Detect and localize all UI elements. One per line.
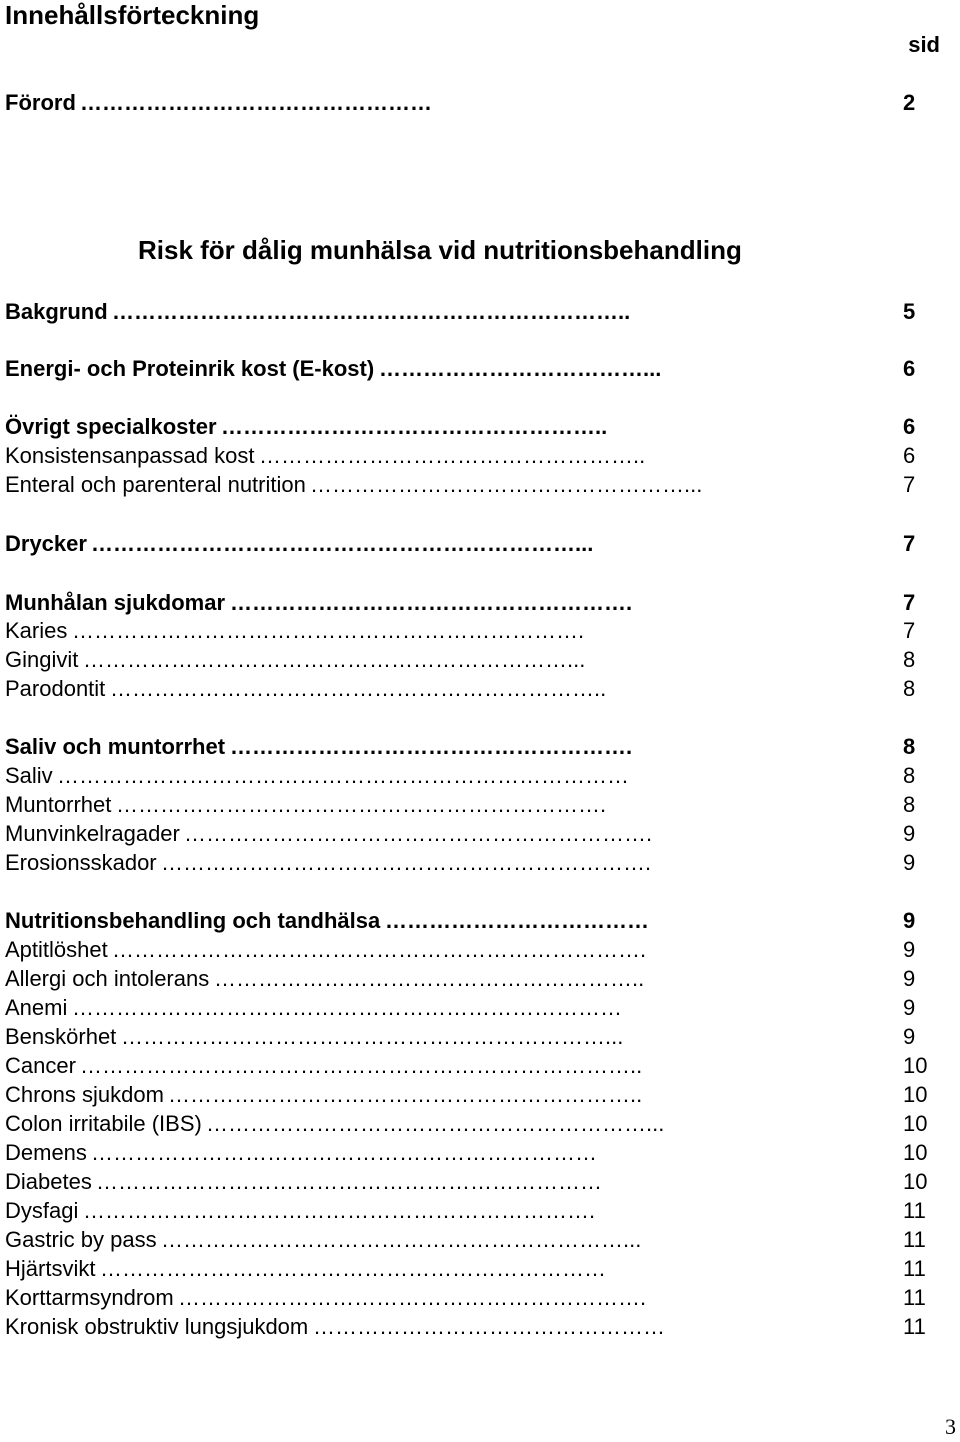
toc-leader: …………………………………………….. (259, 443, 646, 468)
toc-entry-page: 9 (903, 821, 916, 846)
toc-entry-label: Colon irritabile (IBS) (5, 1111, 202, 1136)
toc-entry-page: 9 (903, 1024, 916, 1049)
toc-leader: ……………………………………………... (310, 472, 703, 497)
toc-entry-page: 11 (903, 1198, 926, 1223)
toc-entry-page: 9 (903, 995, 916, 1020)
toc-entry (5, 618, 925, 644)
toc-entry-label: Övrigt specialkoster (5, 414, 217, 439)
toc-entry (5, 908, 925, 934)
toc-entry-label: Benskörhet (5, 1024, 117, 1049)
toc-entry (5, 734, 925, 760)
toc-leader: …………………………………………………………….. (112, 299, 631, 324)
toc-entry-label: Gingivit (5, 647, 79, 672)
toc-entry-label: Saliv (5, 763, 53, 788)
toc-entry-label: Allergi och intolerans (5, 966, 210, 991)
toc-entry (5, 1256, 925, 1282)
toc-entry-page: 5 (903, 299, 916, 324)
toc-entry-label: Gastric by pass (5, 1227, 157, 1252)
toc-leader: ………………………………………………………….. (110, 676, 607, 701)
toc-entry-label: Muntorrhet (5, 792, 112, 817)
toc-entry-label: Munhålan sjukdomar (5, 590, 226, 615)
toc-leader: …………………………………………………………. (116, 792, 607, 817)
toc-entry-page: 11 (903, 1227, 926, 1252)
toc-leader: ………………………………………………. (230, 734, 633, 759)
toc-entry-page: 8 (903, 734, 916, 759)
toc-entry (5, 821, 925, 847)
toc-entry-page: 9 (903, 937, 916, 962)
toc-entry-label: Korttarmsyndrom (5, 1285, 174, 1310)
page-column-header: sid (908, 32, 940, 57)
toc-entry-label: Demens (5, 1140, 87, 1165)
toc-entry-label: Hjärtsvikt (5, 1256, 96, 1281)
toc-leader: ………………………………………………….. (214, 966, 645, 991)
toc-entry (5, 792, 925, 818)
toc-entry (5, 1285, 925, 1311)
toc-entry (5, 443, 925, 469)
toc-entry-page: 6 (903, 443, 916, 468)
toc-leader: …………………………………………………………... (121, 1024, 624, 1049)
toc-leader: ………………………………………… (313, 1314, 665, 1339)
toc-entry-page: 6 (903, 414, 916, 439)
toc-entry (5, 1314, 925, 1340)
toc-entry-label: Anemi (5, 995, 68, 1020)
toc-entry (5, 299, 925, 325)
toc-leader: …………………………………………………………… (91, 1140, 597, 1165)
page-number: 3 (945, 1414, 956, 1439)
toc-entry (5, 995, 925, 1021)
toc-entry-page: 8 (903, 647, 916, 672)
toc-entry-label: Saliv och muntorrhet (5, 734, 226, 759)
toc-entry (5, 414, 925, 440)
toc-entry-page: 7 (903, 590, 916, 615)
toc-entry-page: 10 (903, 1140, 928, 1165)
section-heading: Risk för dålig munhälsa vid nutritionsbehandling (138, 235, 742, 265)
toc-entry-page: 11 (903, 1314, 926, 1339)
toc-leader: …………………………………………………………... (83, 647, 586, 672)
toc-entry (5, 356, 925, 382)
toc-entry-page: 10 (903, 1169, 928, 1194)
page-title: Innehållsförteckning (5, 0, 260, 30)
toc-leader: ………………………………………………………... (161, 1227, 642, 1252)
toc-entry-label: Nutritionsbehandling och tandhälsa (5, 908, 381, 933)
toc-entry (5, 590, 925, 616)
toc-leader: …………………………………………………………… (100, 1256, 606, 1281)
toc-entry (5, 937, 925, 963)
toc-leader: ………………………………………… (80, 90, 432, 115)
toc-entry (5, 1227, 925, 1253)
toc-entry (5, 850, 925, 876)
toc-entry-page: 7 (903, 472, 916, 497)
toc-entry-page: 7 (903, 618, 916, 643)
toc-entry (5, 90, 925, 116)
toc-entry (5, 1198, 925, 1224)
toc-entry-label: Drycker (5, 531, 87, 556)
toc-entry (5, 1053, 928, 1079)
toc-entry-page: 7 (903, 531, 916, 556)
toc-leader: …………………………………………….. (221, 414, 608, 439)
toc-leader: ……………………………………………………………. (83, 1198, 596, 1223)
toc-leader: ………………………………………………. (230, 590, 633, 615)
toc-entry-page: 9 (903, 908, 916, 933)
toc-entry-page: 8 (903, 676, 916, 701)
toc-entry-label: Chrons sjukdom (5, 1082, 164, 1107)
toc-entry-label: Enteral och parenteral nutrition (5, 472, 306, 497)
toc-leader: ………………………………………………………. (178, 1285, 647, 1310)
toc-entry-label: Erosionsskador (5, 850, 157, 875)
toc-leader: …………………………………………………………. (161, 850, 652, 875)
toc-entry-label: Munvinkelragader (5, 821, 180, 846)
toc-entry (5, 676, 925, 702)
toc-leader: ……………………………………………………………. (72, 618, 585, 643)
toc-entry (5, 531, 925, 557)
toc-entry-page: 10 (903, 1111, 928, 1136)
toc-entry-label: Kronisk obstruktiv lungsjukdom (5, 1314, 309, 1339)
toc-entry-page: 2 (903, 90, 916, 115)
toc-leader: ………………………………………………………. (184, 821, 653, 846)
toc-entry (5, 472, 925, 498)
toc-entry-page: 8 (903, 763, 916, 788)
toc-entry (5, 1111, 928, 1137)
toc-entry-page: 8 (903, 792, 916, 817)
toc-entry (5, 1169, 928, 1195)
toc-entry-label: Bakgrund (5, 299, 108, 324)
toc-entry (5, 763, 925, 789)
toc-entry-label: Dysfagi (5, 1198, 79, 1223)
toc-leader: …………………………………………………………………… (57, 763, 629, 788)
toc-entry-label: Diabetes (5, 1169, 92, 1194)
toc-entry (5, 647, 925, 673)
toc-leader: ……………………………………………………….. (168, 1082, 643, 1107)
toc-entry-page: 11 (903, 1285, 926, 1310)
toc-entry-label: Konsistensanpassad kost (5, 443, 255, 468)
toc-leader: ……………………………………………………... (206, 1111, 665, 1136)
toc-entry-label: Karies (5, 618, 68, 643)
toc-entry-label: Aptitlöshet (5, 937, 108, 962)
toc-entry (5, 1024, 925, 1050)
toc-entry-label: Parodontit (5, 676, 106, 701)
toc-entry-label: Cancer (5, 1053, 76, 1078)
toc-entry (5, 1140, 928, 1166)
toc-leader: …………………………………………………………… (96, 1169, 602, 1194)
toc-entry-page: 9 (903, 850, 916, 875)
toc-entry-label: Förord (5, 90, 76, 115)
toc-entry-page: 9 (903, 966, 916, 991)
toc-entry-page: 6 (903, 356, 916, 381)
toc-entry (5, 1082, 928, 1108)
toc-entry (5, 966, 925, 992)
toc-entry-page: 10 (903, 1053, 928, 1078)
toc-entry-label: Energi- och Proteinrik kost (E-kost) (5, 356, 375, 381)
toc-leader: …………………………………………………………... (91, 531, 594, 556)
toc-leader: ………………………………………………………………….. (80, 1053, 643, 1078)
toc-leader: ………………………………………………………………… (72, 995, 622, 1020)
toc-leader: ………………………………... (379, 356, 662, 381)
toc-leader: ………………………………………………………………. (112, 937, 647, 962)
toc-entry-page: 11 (903, 1256, 926, 1281)
toc-leader: ……………………………… (385, 908, 649, 933)
toc-entry-page: 10 (903, 1082, 928, 1107)
